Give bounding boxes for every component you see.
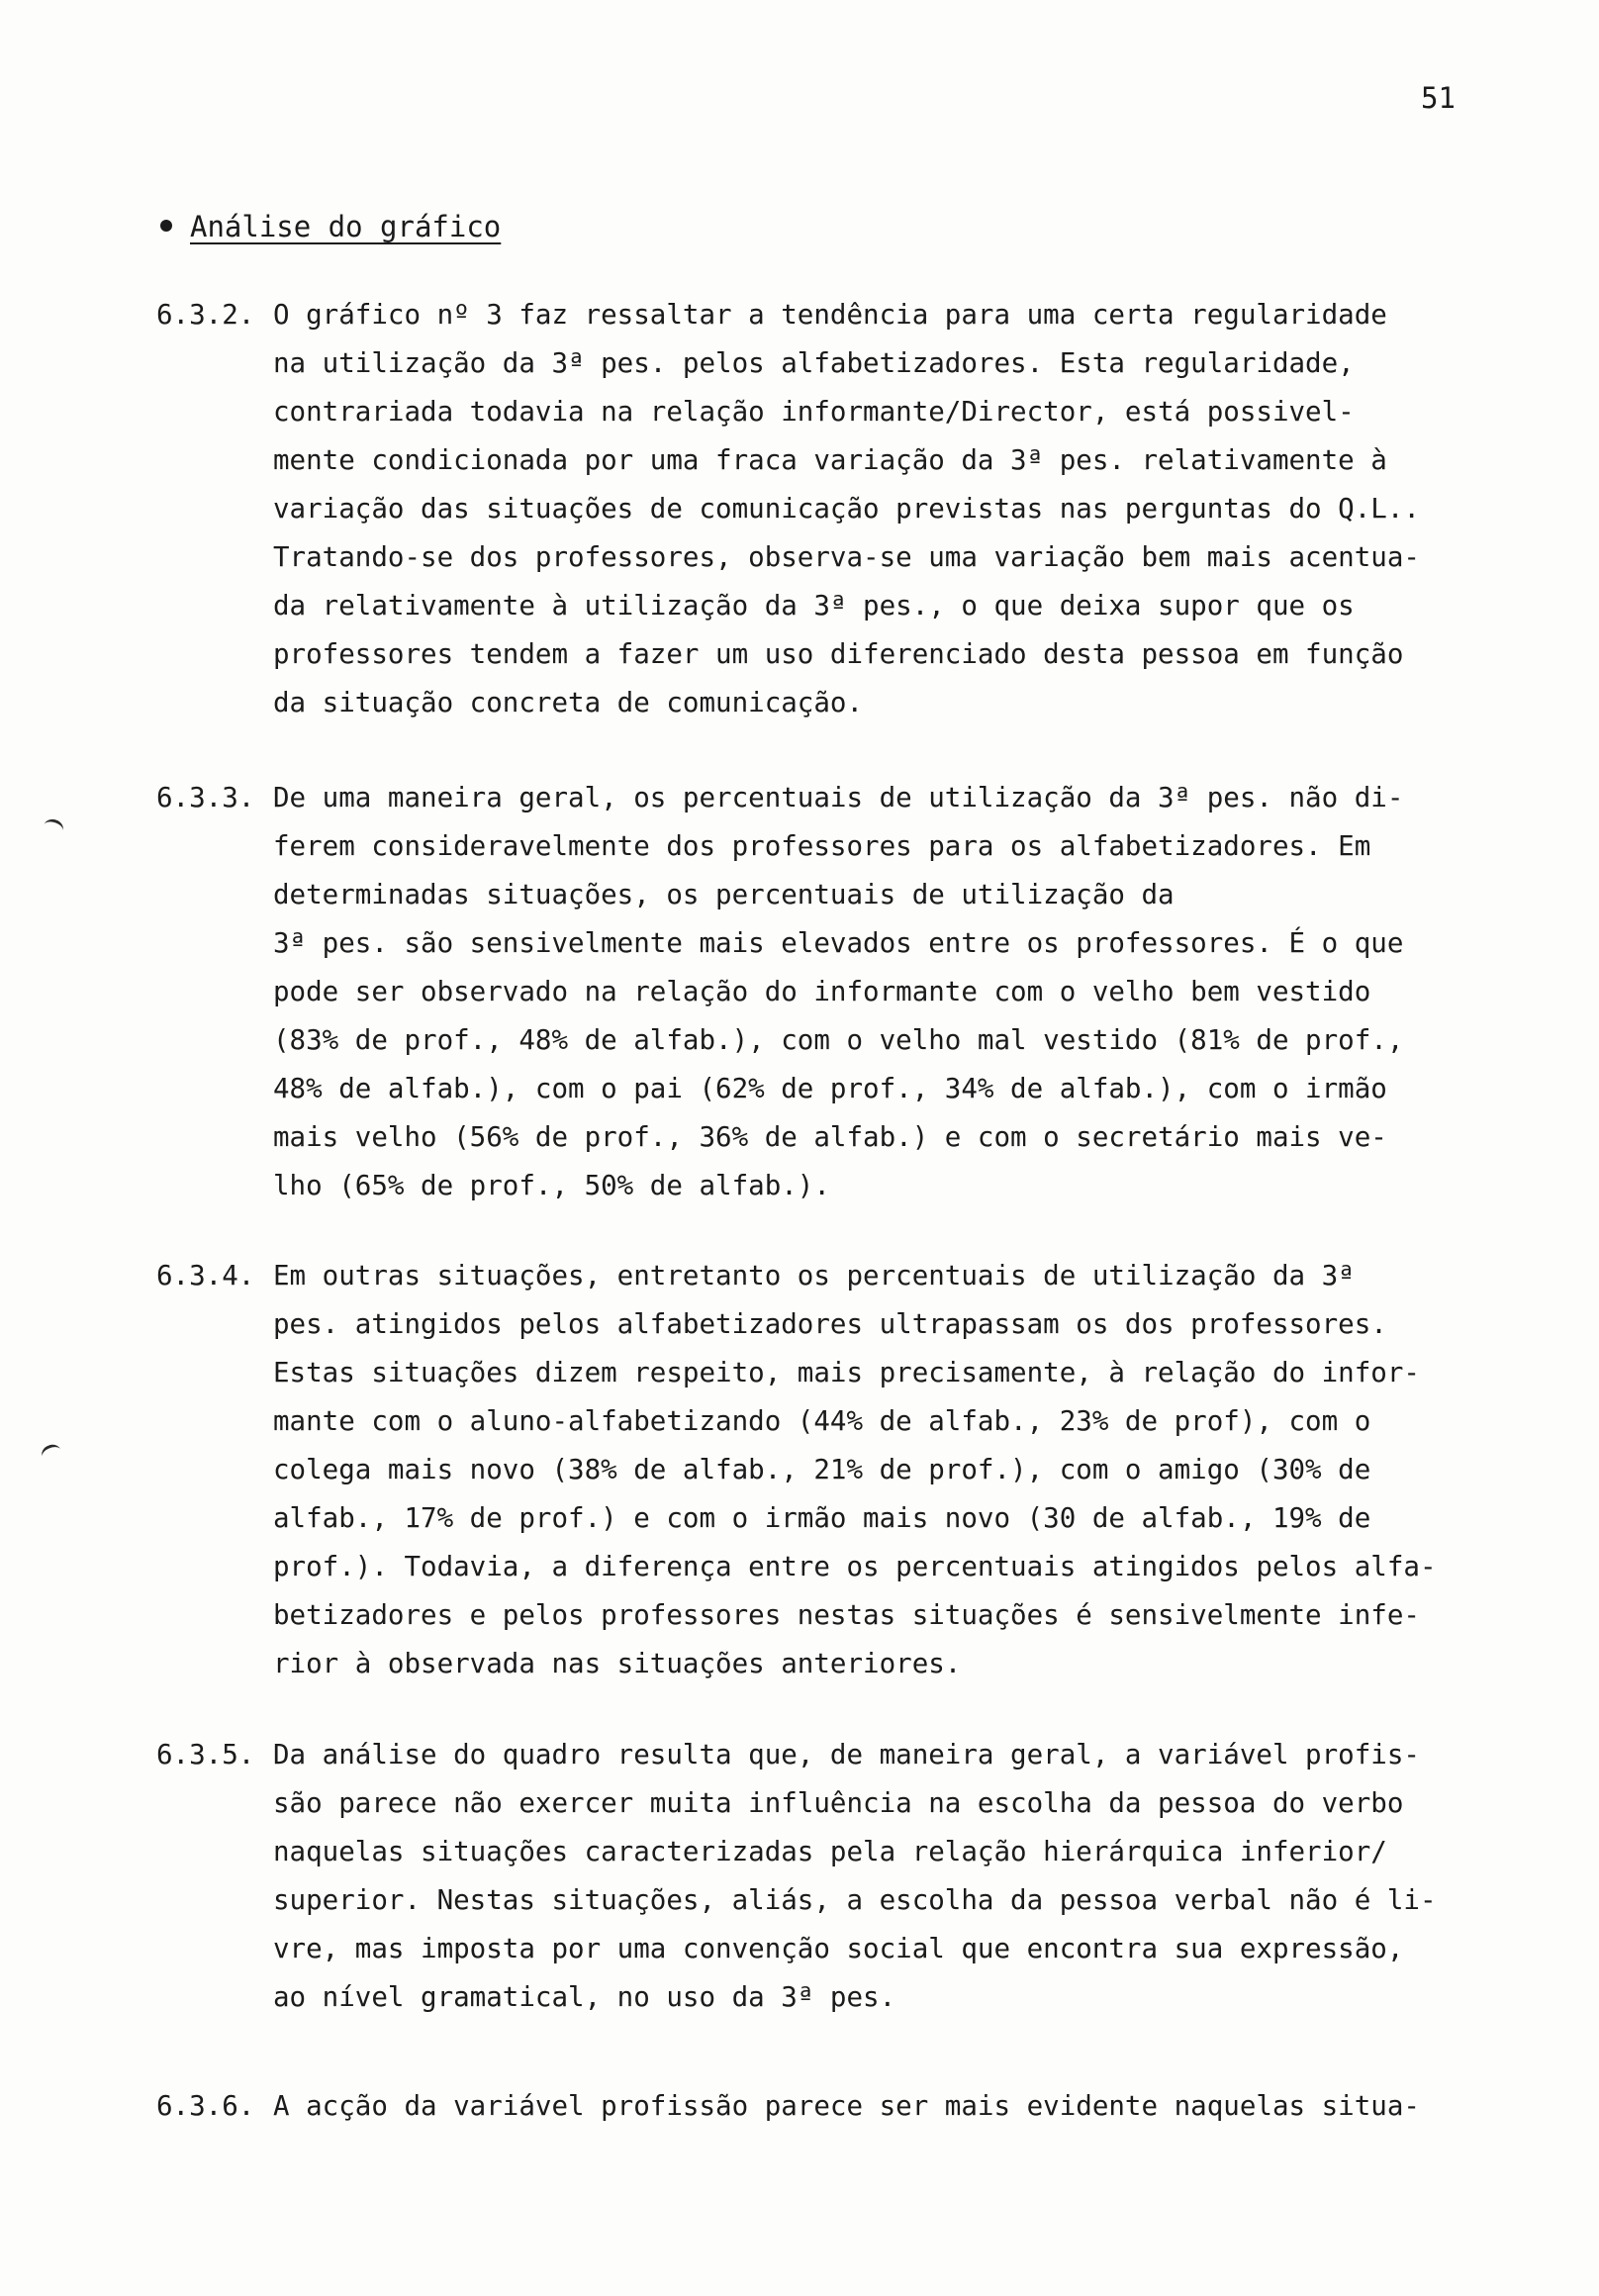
paragraph-number: 6.3.5. [156,1739,255,1770]
paragraph-line: 3ª pes. são sensivelmente mais elevados entre os professores. É o que [273,927,1404,959]
paragraph-line: professores tendem a fazer um uso diferenciado desta pessoa em função [273,638,1404,670]
paragraph-6-3-5 [156,1731,1443,2022]
paragraph-line: da relativamente à utilização da 3ª pes., o que deixa supor que os [273,590,1355,622]
paragraph-line: mante com o aluno-alfabetizando (44% de alfab., 23% de prof), com o [273,1405,1371,1437]
paragraph-line: ferem consideravelmente dos professores para os alfabetizadores. Em [273,830,1371,862]
paragraph-line: vre, mas imposta por uma convenção social que encontra sua expressão, [273,1933,1404,1964]
paragraph-6-3-4 [156,1252,1443,1688]
paragraph-line: são parece não exercer muita influência na escolha da pessoa do verbo [273,1787,1404,1819]
paragraph-line: na utilização da 3ª pes. pelos alfabetizadores. Esta regularidade, [273,347,1355,379]
paragraph-line: De uma maneira geral, os percentuais de utilização da 3ª pes. não di- [273,782,1404,813]
paragraph-line: prof.). Todavia, a diferença entre os percentuais atingidos pelos alfa- [273,1551,1437,1582]
paragraph-line: 48% de alfab.), com o pai (62% de prof., 34% de alfab.), com o irmão [273,1073,1387,1104]
paragraph-number: 6.3.2. [156,299,255,331]
section-heading-text: Análise do gráfico [190,210,502,243]
paragraph-line: mais velho (56% de prof., 36% de alfab.) e com o secretário mais ve- [273,1121,1387,1153]
paragraph-line: lho (65% de prof., 50% de alfab.). [273,1170,830,1201]
paragraph-line: betizadores e pelos professores nestas situações é sensivelmente infe- [273,1599,1420,1631]
paragraph-number: 6.3.6. [156,2090,255,2122]
paragraph-line: A acção da variável profissão parece ser mais evidente naquelas situa- [273,2090,1420,2122]
paragraph-line: rior à observada nas situações anteriores. [273,1648,962,1679]
paragraph-line: Da análise do quadro resulta que, de maneira geral, a variável profis- [273,1739,1420,1770]
paragraph-line: ao nível gramatical, no uso da 3ª pes. [273,1981,896,2013]
margin-mark-icon [40,1442,64,1465]
paragraph-number: 6.3.3. [156,782,255,813]
paragraph-line: pes. atingidos pelos alfabetizadores ultrapassam os dos professores. [273,1308,1387,1340]
paragraph-line: alfab., 17% de prof.) e com o irmão mais novo (30 de alfab., 19% de [273,1502,1371,1534]
paragraph-line: Tratando-se dos professores, observa-se uma variação bem mais acentua- [273,541,1420,573]
paragraph-line: naquelas situações caracterizadas pela relação hierárquica inferior/ [273,1836,1387,1867]
paragraph-6-3-3 [156,774,1443,1210]
paragraph-number: 6.3.4. [156,1260,255,1292]
section-heading [160,210,501,243]
paragraph-line: da situação concreta de comunicação. [273,687,864,718]
margin-mark-icon [42,816,65,838]
paragraph-line: variação das situações de comunicação previstas nas perguntas do Q.L.. [273,493,1420,525]
paragraph-line: O gráfico nº 3 faz ressaltar a tendência para uma certa regularidade [273,299,1387,331]
page-number: 51 [1421,81,1456,115]
paragraph-line: contrariada todavia na relação informante/Director, está possivel- [273,396,1355,428]
paragraph-6-3-6 [156,2082,1443,2131]
paragraph-line: pode ser observado na relação do informante com o velho bem vestido [273,976,1371,1007]
paragraph-line: Estas situações dizem respeito, mais precisamente, à relação do infor- [273,1357,1420,1388]
bullet-icon [160,220,172,232]
paragraph-line: colega mais novo (38% de alfab., 21% de prof.), com o amigo (30% de [273,1454,1371,1485]
paragraph-line: superior. Nestas situações, aliás, a escolha da pessoa verbal não é li- [273,1884,1437,1916]
paragraph-line: mente condicionada por uma fraca variação da 3ª pes. relativamente à [273,444,1387,476]
paragraph-line: (83% de prof., 48% de alfab.), com o velho mal vestido (81% de prof., [273,1024,1404,1056]
paragraph-line: Em outras situações, entretanto os percentuais de utilização da 3ª [273,1260,1355,1292]
paragraph-line: determinadas situações, os percentuais de utilização da [273,879,1175,910]
paragraph-6-3-2 [156,291,1443,727]
